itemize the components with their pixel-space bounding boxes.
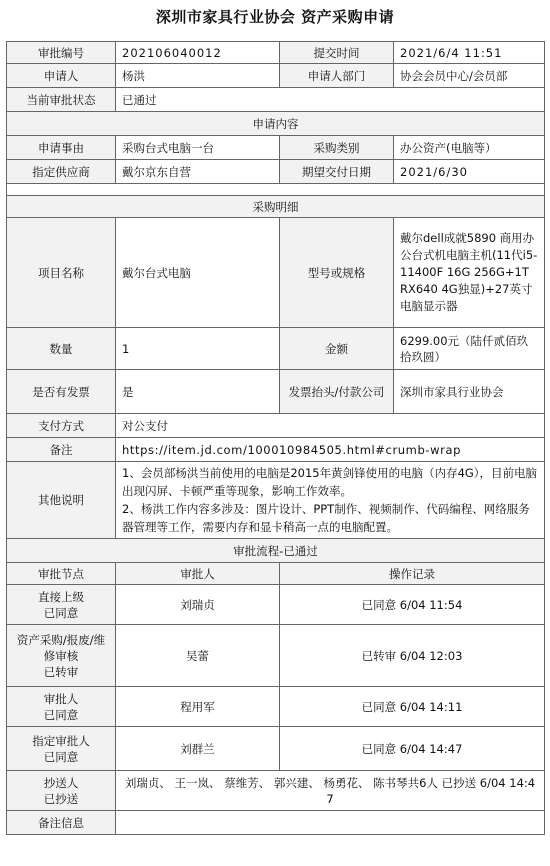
amount-label: 金额 xyxy=(280,328,394,370)
flow-node: 直接上级 已同意 xyxy=(7,585,116,625)
cc-node: 抄送人 已抄送 xyxy=(7,771,116,811)
spec-label: 型号或规格 xyxy=(280,218,394,328)
section-flow-title: 审批流程-已通过 xyxy=(7,539,545,563)
supplier-label: 指定供应商 xyxy=(7,160,116,184)
matter-value: 采购台式电脑一台 xyxy=(116,136,280,160)
remark-link[interactable]: https://item.jd.com/100010984505.html#crumb-wrap xyxy=(116,438,545,462)
cc-value: 刘瑞贞、 王一岚、 蔡维芳、 郭兴建、 杨勇花、 陈书琴共6人 已抄送 6/04 14:47 xyxy=(116,771,545,811)
invoice-value: 是 xyxy=(116,370,280,414)
col-record-header: 操作记录 xyxy=(280,563,545,585)
category-label: 采购类别 xyxy=(280,136,394,160)
row-item xyxy=(7,218,545,328)
invoice-label: 是否有发票 xyxy=(7,370,116,414)
qty-label: 数量 xyxy=(7,328,116,370)
flow-row xyxy=(7,585,545,625)
section-detail-title: 采购明细 xyxy=(7,196,545,218)
flow-record: 已转审 6/04 12:03 xyxy=(280,625,545,687)
row-invoice xyxy=(7,370,545,414)
row-pay-method xyxy=(7,414,545,438)
supplier-value: 戴尔京东自营 xyxy=(116,160,280,184)
applicant-label: 申请人 xyxy=(7,64,116,88)
spacer-cell xyxy=(7,184,545,196)
flow-row xyxy=(7,727,545,771)
flow-record: 已同意 6/04 14:47 xyxy=(280,727,545,771)
payee-value: 深圳市家具行业协会 xyxy=(394,370,545,414)
spacer-row xyxy=(7,184,545,196)
row-qty xyxy=(7,328,545,370)
approval-no-value: 202106040012 xyxy=(116,42,280,64)
status-value: 已通过 xyxy=(116,88,545,112)
remark-info-value xyxy=(116,811,545,835)
flow-approver: 刘瑞贞 xyxy=(116,585,280,625)
approval-no-label: 审批编号 xyxy=(7,42,116,64)
item-label: 项目名称 xyxy=(7,218,116,328)
applicant-value: 杨洪 xyxy=(116,64,280,88)
other-label: 其他说明 xyxy=(7,462,116,539)
status-label: 当前审批状态 xyxy=(7,88,116,112)
amount-value: 6299.00元（陆仟贰佰玖拾玖圆） xyxy=(394,328,545,370)
flow-node: 资产采购/报废/维修审核 已转审 xyxy=(7,625,116,687)
section-detail-header xyxy=(7,196,545,218)
flow-record: 已同意 6/04 14:11 xyxy=(280,687,545,727)
payee-label: 发票抬头/付款公司 xyxy=(280,370,394,414)
flow-approver: 程用军 xyxy=(116,687,280,727)
row-applicant xyxy=(7,64,545,88)
spec-value: 戴尔dell成就5890 商用办公台式机电脑主机(11代i5-11400F 16G 256G+1T RX640 4G独显)+27英寸电脑显示器 xyxy=(394,218,545,328)
item-value: 戴尔台式电脑 xyxy=(116,218,280,328)
submit-time-label: 提交时间 xyxy=(280,42,394,64)
section-request-header xyxy=(7,112,545,136)
col-approver-header: 审批人 xyxy=(116,563,280,585)
remark-label: 备注 xyxy=(7,438,116,462)
dept-label: 申请人部门 xyxy=(280,64,394,88)
section-flow-header xyxy=(7,539,545,563)
category-value: 办公资产(电脑等） xyxy=(394,136,545,160)
flow-approver: 刘群兰 xyxy=(116,727,280,771)
flow-approver: 吴蕾 xyxy=(116,625,280,687)
section-request-title: 申请内容 xyxy=(7,112,545,136)
flow-node: 审批人 已同意 xyxy=(7,687,116,727)
delivery-value: 2021/6/30 xyxy=(394,160,545,184)
qty-value: 1 xyxy=(116,328,280,370)
row-remark xyxy=(7,438,545,462)
other-note-2: 2、杨洪工作内容多涉及：图片设计、PPT制作、视频制作、代码编程、网络服务器管理等工作，需要内存和显卡稍高一点的电脑配置。 xyxy=(122,502,530,534)
row-supplier xyxy=(7,160,545,184)
remark-info-row xyxy=(7,811,545,835)
dept-value: 协会会员中心/会员部 xyxy=(394,64,545,88)
row-matter xyxy=(7,136,545,160)
flow-row xyxy=(7,687,545,727)
flow-record: 已同意 6/04 11:54 xyxy=(280,585,545,625)
other-note-1: 1、会员部杨洪当前使用的电脑是2015年黄剑锋使用的电脑（内存4G），目前电脑出现闪屏、卡顿严重等现象，影响工作效率。 xyxy=(122,466,538,498)
matter-label: 申请事由 xyxy=(7,136,116,160)
approval-form-table xyxy=(6,41,545,835)
flow-column-header xyxy=(7,563,545,585)
delivery-label: 期望交付日期 xyxy=(280,160,394,184)
row-approval-no xyxy=(7,42,545,64)
row-status xyxy=(7,88,545,112)
col-node-header: 审批节点 xyxy=(7,563,116,585)
document-title: 深圳市家具行业协会 资产采购申请 xyxy=(155,8,395,26)
pay-method-value: 对公支付 xyxy=(116,414,545,438)
pay-method-label: 支付方式 xyxy=(7,414,116,438)
row-other xyxy=(7,462,545,539)
other-value xyxy=(116,462,545,539)
flow-row xyxy=(7,625,545,687)
flow-cc-row xyxy=(7,771,545,811)
remark-info-label: 备注信息 xyxy=(7,811,116,835)
flow-node: 指定审批人 已同意 xyxy=(7,727,116,771)
submit-time-value: 2021/6/4 11:51 xyxy=(394,42,545,64)
